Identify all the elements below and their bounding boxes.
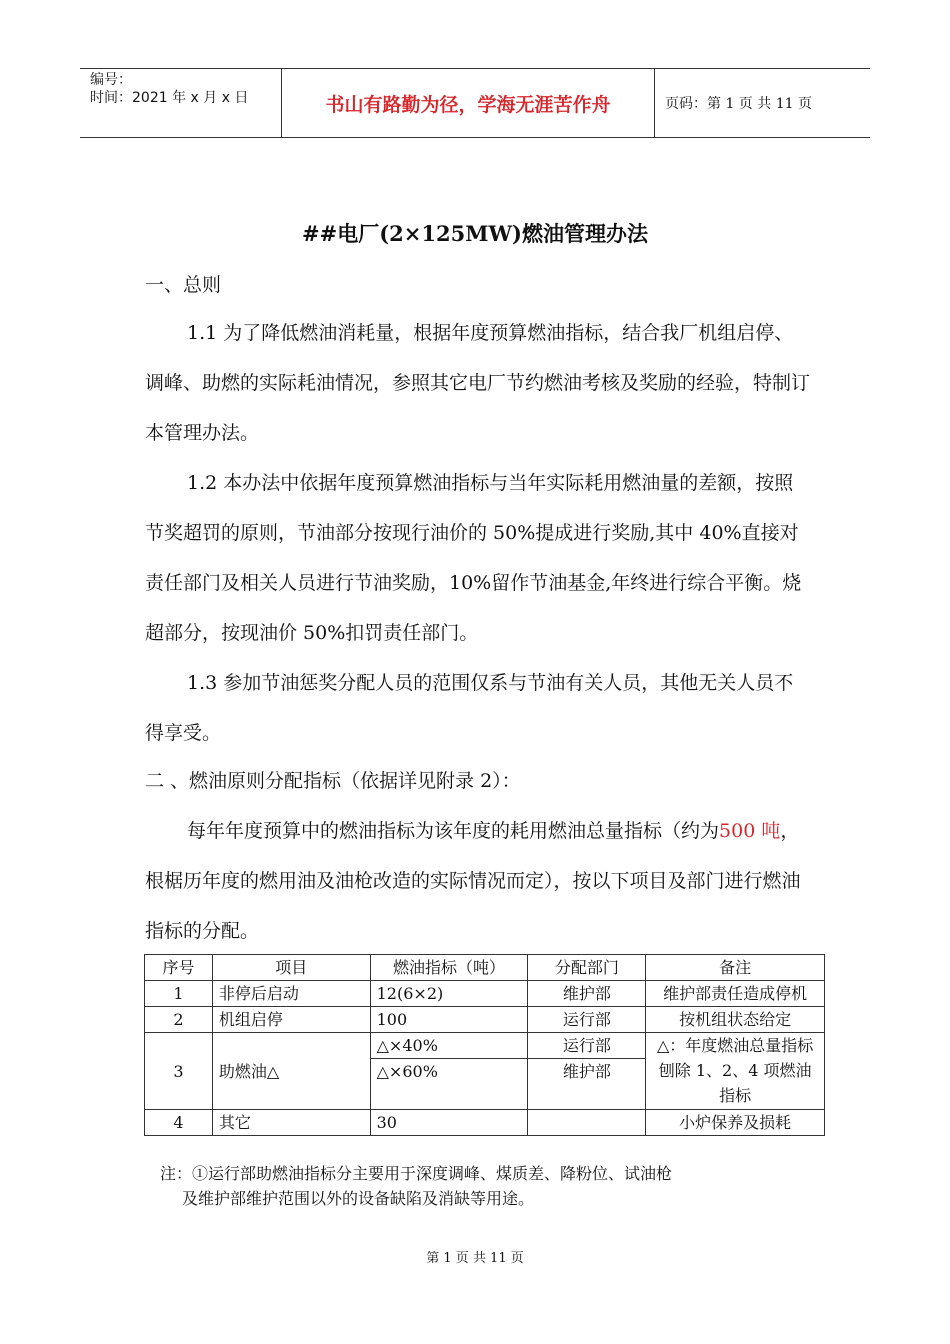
col-header-item: 项目 — [212, 955, 370, 981]
table-row: 1 非停后启动 12(6×2) 维护部 维护部责任造成停机 — [145, 981, 825, 1007]
table-row: 2 机组启停 100 运行部 按机组状态给定 — [145, 1007, 825, 1033]
table-row: 3 助燃油△ △×40% 运行部 △：年度燃油总量指标刨除 1、2、4 项燃油指标 — [145, 1033, 825, 1059]
paragraph-1-3: 1.3 参加节油惩奖分配人员的范围仅系与节油有关人员，其他无关人员不得享受。 — [145, 672, 794, 744]
header-divider — [654, 69, 655, 137]
table-note: 注：①运行部助燃油指标分主要用于深度调峰、煤质差、降粉位、试油枪 及维护部维护范围以外的设备缺陷及消缺等用途。 — [160, 1164, 673, 1208]
col-header-index: 燃油指标（吨） — [370, 955, 528, 981]
time-label: 时间：2021 年 x 月 x 日 — [90, 90, 249, 106]
header-meta — [90, 71, 280, 107]
header-motto: 书山有路勤为径，学海无涯苦作舟 — [325, 93, 611, 116]
document-title: ##电厂(2×125MW)燃油管理办法 — [302, 221, 648, 246]
fuel-allocation-table — [144, 954, 825, 1136]
paragraph-1-1: 1.1 为了降低燃油消耗量，根据年度预算燃油指标，结合我厂机组启停、调峰、助燃的实际耗油情况，参照其它电厂节约燃油考核及奖励的经验，特制订本管理办法。 — [145, 322, 811, 444]
col-header-note: 备注 — [646, 955, 825, 981]
section1-heading: 一、总则 — [145, 274, 222, 296]
page-footer: 第 1 页 共 11 页 — [426, 1251, 524, 1266]
table-header-row — [145, 955, 825, 981]
header-bar — [80, 68, 870, 138]
col-header-no: 序号 — [145, 955, 213, 981]
header-page-info: 页码：第 1 页 共 11 页 — [665, 96, 812, 112]
col-header-dept: 分配部门 — [528, 955, 646, 981]
highlight-amount: 500 吨 — [719, 820, 781, 842]
paragraph-1-2: 1.2 本办法中依据年度预算燃油指标与当年实际耗用燃油量的差额，按照节奖超罚的原则，节油部分按现行油价的 50%提成进行奖励,其中 40%直接对责任部门及相关人员进行节油奖励，10%留作节油基金,年终进行综合平衡。烧超部分，按现油价 50%扣罚责任部门。 — [145, 472, 802, 644]
table-row: △×60% 维护部 — [145, 1059, 825, 1110]
table-row: 4 其它 30 小炉保养及损耗 — [145, 1110, 825, 1136]
number-label: 编号： — [90, 72, 132, 88]
paragraph-2-1: 每年年度预算中的燃油指标为该年度的耗用燃油总量指标（约为500 吨，根椐历年度的燃用油及油枪改造的实际情况而定），按以下项目及部门进行燃油指标的分配。 — [145, 820, 801, 942]
section2-heading: 二 、燃油原则分配指标（依据详见附录 2）： — [145, 770, 521, 792]
